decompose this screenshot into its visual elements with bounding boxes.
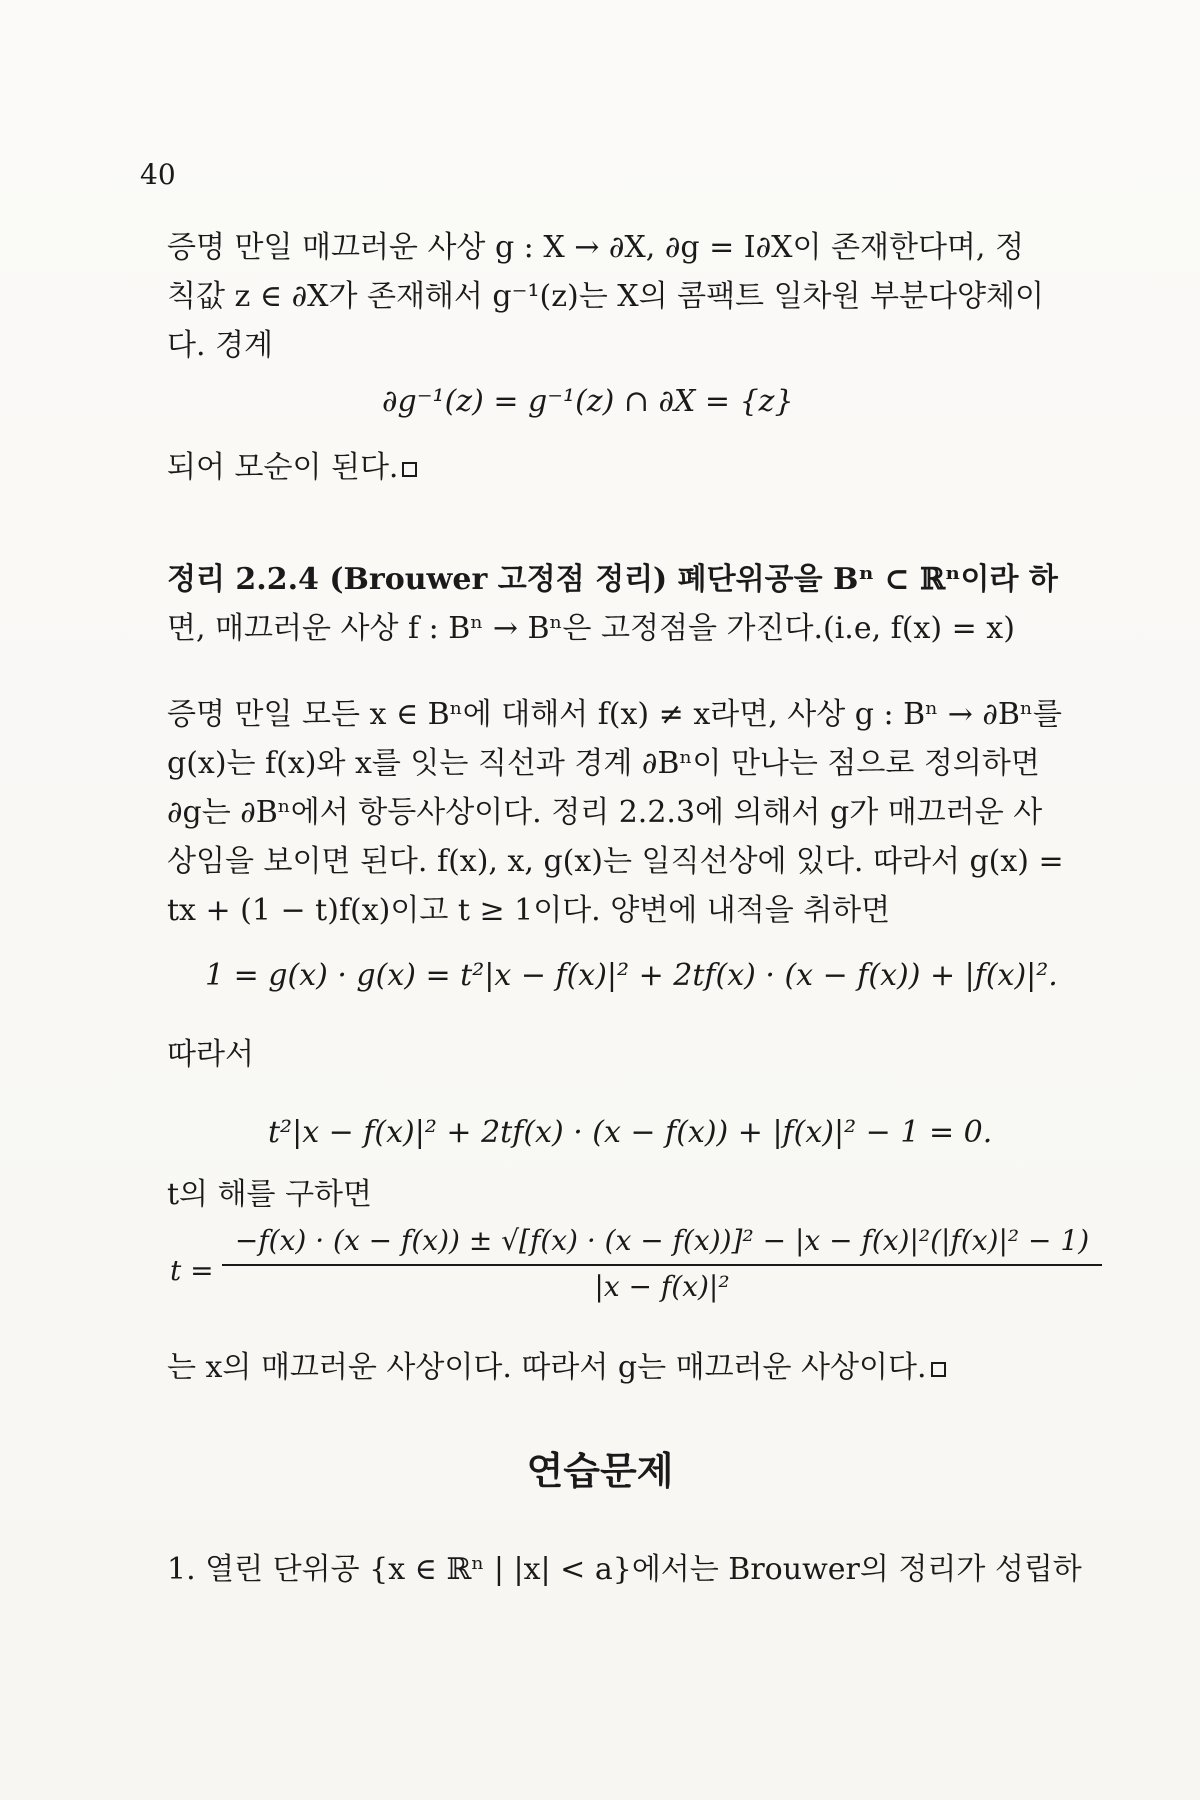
fraction-denominator: |x − f(x)|² <box>594 1270 730 1303</box>
solution-fraction <box>170 1224 1110 1324</box>
proof-1-line-4: 되어 모순이 된다. <box>167 450 399 485</box>
fraction-lhs: t = <box>170 1254 214 1287</box>
exercises-heading: 연습문제 <box>526 1448 674 1493</box>
exercise-list <box>167 1545 1082 1594</box>
proof-2-equation-1: 1 = g(x) · g(x) = t²|x − f(x)|² + 2tf(x) · (x − f(x)) + |f(x)|². <box>205 958 1058 993</box>
qed-symbol <box>402 462 417 477</box>
fraction-numerator: −f(x) · (x − f(x)) ± √[f(x) · (x − f(x))]² − |x − f(x)|²(|f(x)|² − 1) <box>234 1224 1090 1257</box>
theorem-2-2-4 <box>167 555 1072 653</box>
proof-2-line-8: 는 x의 매끄러운 사상이다. 따라서 g는 매끄러운 사상이다. <box>167 1350 927 1385</box>
proof-1-line-3: 다. 경계 <box>167 328 274 363</box>
proof-1-conclusion <box>167 443 1072 492</box>
proof-2-conclusion <box>167 1343 1072 1392</box>
exercise-item-1: 1. 열린 단위공 {x ∈ ℝⁿ | |x| < a}에서는 Brouwer의 정리가 성립하 <box>167 1552 1082 1587</box>
proof-2-line-3: ∂g는 ∂Bⁿ에서 항등사상이다. 정리 2.2.3에 의해서 g가 매끄러운 사 <box>167 795 1043 830</box>
proof-2-line-2: g(x)는 f(x)와 x를 잇는 직선과 경계 ∂Bⁿ이 만나는 점으로 정의하면 <box>167 746 1040 781</box>
page-number: 40 <box>140 158 176 191</box>
theorem-line-2: 면, 매끄러운 사상 f : Bⁿ → Bⁿ은 고정점을 가진다.(i.e, f(x) = x) <box>167 611 1015 646</box>
qed-symbol-2 <box>931 1362 946 1377</box>
proof-1 <box>167 223 1072 370</box>
fraction-bar <box>222 1264 1102 1266</box>
proof-2-line-6: 따라서 <box>167 1037 254 1072</box>
proof-2-equation-2: t²|x − f(x)|² + 2tf(x) · (x − f(x)) + |f(x)|² − 1 = 0. <box>268 1115 993 1150</box>
proof-2-solve <box>167 1170 1072 1219</box>
proof-2 <box>167 690 1072 935</box>
proof-2-line-1: 증명 만일 모든 x ∈ Bⁿ에 대해서 f(x) ≠ x라면, 사상 g : Bⁿ → ∂Bⁿ를 <box>167 697 1062 732</box>
proof-1-line-1: 증명 만일 매끄러운 사상 g : X → ∂X, ∂g = I∂X이 존재한다며, 정 <box>167 230 1024 265</box>
proof-2-therefore <box>167 1030 1072 1079</box>
proof-2-line-7: t의 해를 구하면 <box>167 1177 373 1212</box>
proof-1-line-2: 칙값 z ∈ ∂X가 존재해서 g⁻¹(z)는 X의 콤팩트 일차원 부분다양체이 <box>167 279 1044 314</box>
proof-2-line-4: 상임을 보이면 된다. f(x), x, g(x)는 일직선상에 있다. 따라서 g(x) = <box>167 844 1064 879</box>
proof-1-equation: ∂g⁻¹(z) = g⁻¹(z) ∩ ∂X = {z} <box>382 384 794 419</box>
proof-2-line-5: tx + (1 − t)f(x)이고 t ≥ 1이다. 양변에 내적을 취하면 <box>167 893 891 928</box>
theorem-line-1: 정리 2.2.4 (Brouwer 고정점 정리) 폐단위공을 Bⁿ ⊂ ℝⁿ이라 하 <box>167 562 1058 597</box>
